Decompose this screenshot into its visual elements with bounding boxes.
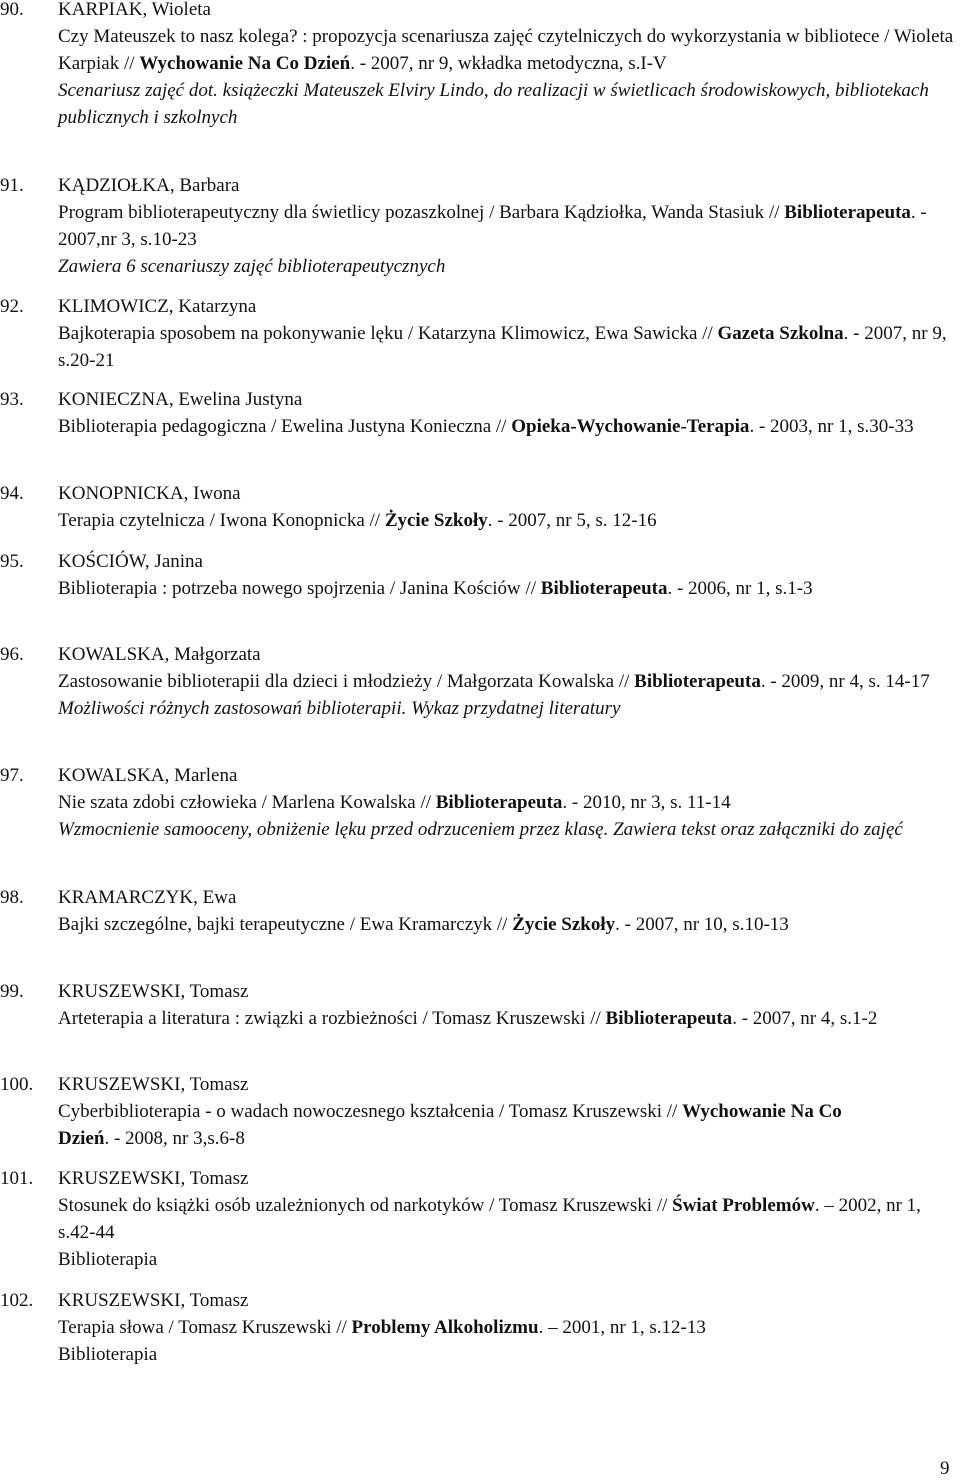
entry-details: . - 2003, nr 1, s.30-33 <box>749 416 914 437</box>
entry-citation <box>58 911 956 938</box>
entry-citation <box>58 668 956 695</box>
bibliography-entry <box>0 762 960 843</box>
entry-citation <box>58 789 956 816</box>
entry-title: Cyberbiblioterapia - o wadach nowoczesnego kształcenia / Tomasz Kruszewski // <box>58 1101 678 1122</box>
entry-title: Bajki szczególne, bajki terapeutyczne / Ewa Kramarczyk // <box>58 914 508 935</box>
entry-journal: Życie Szkoły <box>512 914 616 935</box>
entry-number: 95. <box>0 551 24 572</box>
entry-citation <box>58 575 956 602</box>
entry-details: . - 2007, nr 9, wkładka metodyczna, s.I-V <box>350 53 667 74</box>
entry-title: Bajkoterapia sposobem na pokonywanie lęku / Katarzyna Klimowicz, Ewa Sawicka // <box>58 323 713 344</box>
entry-citation <box>58 23 956 77</box>
entry-number: 90. <box>0 0 24 20</box>
entry-author: KOWALSKA, Marlena <box>58 765 238 786</box>
bibliography-entry <box>0 641 960 722</box>
entry-number: 101. <box>0 1168 34 1189</box>
entry-journal: Biblioterapeuta <box>605 1008 733 1029</box>
entry-title: Arteterapia a literatura : związki a rozbieżności / Tomasz Kruszewski // <box>58 1008 601 1029</box>
entry-description: Zawiera 6 scenariuszy zajęć biblioterapeutycznych <box>58 256 446 277</box>
bibliography-entry <box>0 172 960 280</box>
entry-details: . - 2007, nr 4, s.1-2 <box>732 1008 878 1029</box>
entry-title: Program biblioterapeutyczny dla świetlicy pozaszkolnej / Barbara Kądziołka, Wanda Stasiuk // <box>58 202 780 223</box>
entry-details: . - 2007, nr 10, s.10-13 <box>615 914 789 935</box>
entry-details: . - 2006, nr 1, s.1-3 <box>667 578 813 599</box>
entry-details: . - 2009, nr 4, s. 14-17 <box>760 671 930 692</box>
bibliography-entry <box>0 0 960 131</box>
entry-number: 97. <box>0 765 24 786</box>
entry-author: KRUSZEWSKI, Tomasz <box>58 1290 249 1311</box>
entry-details: . – 2002, nr 1, s.42-44 <box>58 1195 921 1243</box>
entry-description: Biblioterapia <box>58 1249 158 1270</box>
entry-journal: Gazeta Szkolna <box>717 323 844 344</box>
entry-author: KRAMARCZYK, Ewa <box>58 887 237 908</box>
bibliography-entry <box>0 1165 960 1273</box>
bibliography-entry <box>0 386 960 440</box>
entry-title: Stosunek do książki osób uzależnionych od narkotyków / Tomasz Kruszewski // <box>58 1195 668 1216</box>
bibliography-entry <box>0 293 960 374</box>
bibliography-entry <box>0 548 960 602</box>
entry-title: Terapia czytelnicza / Iwona Konopnicka // <box>58 510 381 531</box>
bibliography-entry <box>0 480 960 534</box>
entry-author: KRUSZEWSKI, Tomasz <box>58 981 249 1002</box>
entry-number: 91. <box>0 175 24 196</box>
entry-details: . - 2007, nr 9, s.20-21 <box>58 323 947 371</box>
entry-author: KONIECZNA, Ewelina Justyna <box>58 389 303 410</box>
entry-number: 92. <box>0 296 24 317</box>
entry-description: Biblioterapia <box>58 1344 158 1365</box>
entry-citation <box>58 1314 956 1341</box>
entry-details: . - 2007,nr 3, s.10-23 <box>58 202 927 250</box>
entry-author: KONOPNICKA, Iwona <box>58 483 241 504</box>
entry-journal: Problemy Alkoholizmu <box>351 1317 539 1338</box>
entry-citation <box>58 1005 956 1032</box>
entry-citation <box>58 413 956 440</box>
entry-author: KRUSZEWSKI, Tomasz <box>58 1168 249 1189</box>
entry-details: . - 2008, nr 3,s.6-8 <box>104 1128 245 1149</box>
entry-author: KARPIAK, Wioleta <box>58 0 211 20</box>
bibliography-entry <box>0 884 960 938</box>
entry-description: Możliwości różnych zastosowań biblioterapii. Wykaz przydatnej literatury <box>58 698 621 719</box>
entry-number: 96. <box>0 644 24 665</box>
entry-title: Zastosowanie biblioterapii dla dzieci i młodzieży / Małgorzata Kowalska // <box>58 671 630 692</box>
entry-title: Biblioterapia : potrzeba nowego spojrzenia / Janina Kościów // <box>58 578 537 599</box>
entry-author: KOŚCIÓW, Janina <box>58 551 203 572</box>
bibliography-entry <box>0 978 960 1032</box>
entry-description: Scenariusz zajęć dot. książeczki Mateuszek Elviry Lindo, do realizacji w świetlicach środowiskowych, bibliotekach publicznych i szkolnych <box>58 80 929 128</box>
entry-journal: Życie Szkoły <box>384 510 488 531</box>
entry-details: . - 2010, nr 3, s. 11-14 <box>562 792 731 813</box>
bibliography-entry <box>0 1071 960 1152</box>
entry-journal: Wychowanie Na Co Dzień <box>139 53 351 74</box>
entry-number: 99. <box>0 981 24 1002</box>
entry-citation <box>58 507 956 534</box>
entry-citation <box>58 1192 956 1246</box>
entry-details: . - 2007, nr 5, s. 12-16 <box>487 510 657 531</box>
entry-citation <box>58 320 956 374</box>
page-number: 9 <box>940 1458 950 1479</box>
entry-title: Czy Mateuszek to nasz kolega? : propozycja scenariusza zajęć czytelniczych do wykorzystania w bibliotece / Wioleta Karpiak // <box>58 26 954 74</box>
entry-journal: Biblioterapeuta <box>540 578 668 599</box>
entry-journal: Biblioterapeuta <box>634 671 761 692</box>
entry-journal: Wychowanie Na Co Dzień <box>58 1101 842 1149</box>
entry-description: Wzmocnienie samooceny, obniżenie lęku przed odrzuceniem przez klasę. Zawiera tekst oraz załączniki do zajęć <box>58 819 903 840</box>
entry-number: 98. <box>0 887 24 908</box>
entry-author: KLIMOWICZ, Katarzyna <box>58 296 257 317</box>
entry-author: KĄDZIOŁKA, Barbara <box>58 175 240 196</box>
entry-journal: Opieka-Wychowanie-Terapia <box>511 416 750 437</box>
entry-title: Nie szata zdobi człowieka / Marlena Kowalska // <box>58 792 431 813</box>
entry-number: 100. <box>0 1074 34 1095</box>
entry-title: Terapia słowa / Tomasz Kruszewski // <box>58 1317 347 1338</box>
entry-journal: Świat Problemów <box>672 1195 815 1216</box>
entry-number: 94. <box>0 483 24 504</box>
entry-journal: Biblioterapeuta <box>435 792 563 813</box>
bibliography-entry <box>0 1287 960 1368</box>
entry-author: KRUSZEWSKI, Tomasz <box>58 1074 249 1095</box>
entry-details: . – 2001, nr 1, s.12-13 <box>538 1317 706 1338</box>
entry-number: 93. <box>0 389 24 410</box>
entry-title: Biblioterapia pedagogiczna / Ewelina Justyna Konieczna // <box>58 416 507 437</box>
entry-number: 102. <box>0 1290 34 1311</box>
entry-author: KOWALSKA, Małgorzata <box>58 644 261 665</box>
entry-citation <box>58 1098 858 1152</box>
entry-journal: Biblioterapeuta <box>784 202 911 223</box>
entry-citation <box>58 199 956 253</box>
